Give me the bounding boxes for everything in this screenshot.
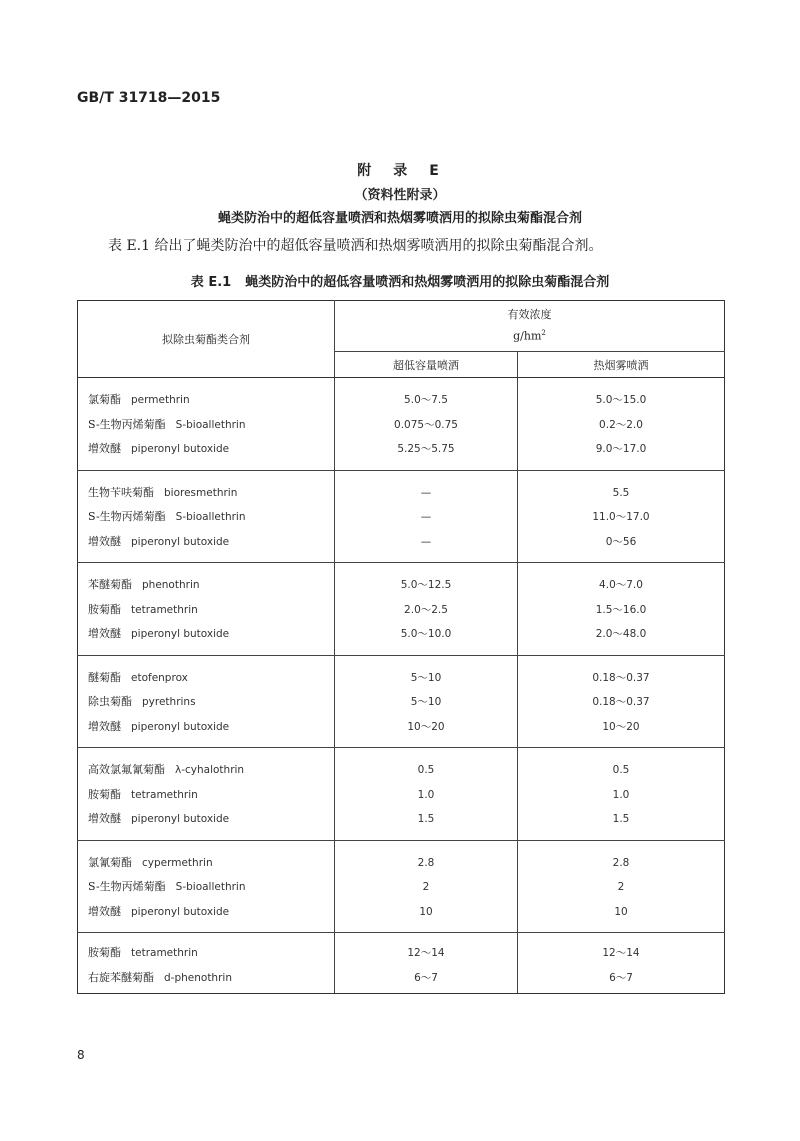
concentration-label: 有效浓度 (507, 308, 552, 322)
thermal-value: 5.5 (612, 486, 630, 499)
agent-cell (78, 748, 335, 841)
thermal-value: 0.18～0.37 (592, 696, 650, 708)
agent-line (88, 758, 334, 783)
ulv-value: 1.0 (417, 788, 435, 801)
agent-line (88, 715, 334, 740)
thermal-cell (518, 840, 725, 933)
agent-line (88, 598, 334, 623)
page-number: 8 (77, 1048, 85, 1062)
agent-name-en: piperonyl butoxide (131, 720, 230, 733)
ulv-cell (335, 378, 518, 471)
ulv-cell (335, 470, 518, 563)
table-caption-number: 表 E.1 (190, 275, 232, 290)
standard-code: GB/T 31718—2015 (77, 90, 221, 106)
ulv-cell (335, 840, 518, 933)
ulv-value: 10 (419, 905, 433, 918)
table-row-group (78, 748, 725, 841)
column-header-concentration (335, 301, 725, 352)
agent-cell (78, 563, 335, 656)
thermal-value: 0.18～0.37 (592, 671, 650, 684)
ulv-value: — (420, 486, 432, 499)
ulv-cell (335, 748, 518, 841)
ulv-value: 2.8 (417, 856, 435, 869)
agent-name-cn: 右旋苯醚菊酯 (88, 970, 154, 984)
ulv-value: 0.5 (417, 764, 435, 776)
ulv-value: 0.075～0.75 (394, 418, 458, 431)
agent-name-cn: S-生物丙烯菊酯 (88, 880, 166, 893)
annex-heading: 蝇类防治中的超低容量喷洒和热烟雾喷洒用的拟除虫菊酯混合剂 (217, 211, 582, 226)
ulv-value: 5～10 (410, 696, 442, 708)
column-header-ulv: 超低容量喷洒 (335, 352, 518, 378)
agent-line (88, 875, 334, 900)
thermal-value: 1.5～16.0 (595, 603, 647, 616)
ulv-value: 12～14 (407, 947, 445, 959)
agent-name-en: piperonyl butoxide (131, 535, 230, 548)
agent-name-en: bioresmethrin (164, 486, 238, 499)
table-caption-title: 蝇类防治中的超低容量喷洒和热烟雾喷洒用的拟除虫菊酯混合剂 (245, 275, 610, 290)
agent-name-en: piperonyl butoxide (131, 813, 230, 825)
agent-line (88, 900, 334, 925)
intro-text: 表 E.1 给出了蝇类防治中的超低容量喷洒和热烟雾喷洒用的拟除虫菊酯混合剂。 (108, 238, 603, 254)
agent-name-en: phenothrin (142, 579, 200, 591)
agent-name-cn: 胺菊酯 (88, 946, 121, 959)
agent-name-cn: 增效醚 (88, 904, 121, 918)
column-header-thermal: 热烟雾喷洒 (518, 352, 725, 378)
agent-name-en: tetramethrin (131, 788, 198, 801)
thermal-value: 0～56 (605, 535, 637, 548)
thermal-value: 4.0～7.0 (599, 579, 643, 591)
column-header-agent: 拟除虫菊酯类合剂 (78, 301, 335, 378)
agent-name-en: tetramethrin (131, 603, 198, 616)
agent-name-cn: 增效醚 (88, 812, 121, 825)
ulv-cell (335, 933, 518, 994)
ulv-value: 2.0～2.5 (404, 603, 448, 616)
table-body (78, 378, 725, 994)
ulv-value: — (420, 511, 432, 523)
agent-name-en: λ-cyhalothrin (175, 764, 245, 776)
agent-name-cn: 生物苄呋菊酯 (88, 485, 154, 499)
ulv-value: 5.0～10.0 (400, 628, 452, 640)
annex-title: 附 录 E (357, 163, 443, 179)
ulv-value: — (420, 535, 432, 548)
agent-cell (78, 655, 335, 748)
agent-name-cn: 除虫菊酯 (88, 695, 132, 708)
agent-line (88, 783, 334, 808)
thermal-cell (518, 378, 725, 471)
agent-name-cn: 增效醚 (88, 442, 121, 455)
agent-line (88, 666, 334, 691)
agent-line (88, 437, 334, 462)
pyrethroid-mixture-table (77, 300, 725, 994)
agent-name-en: piperonyl butoxide (131, 628, 230, 640)
agent-name-en: etofenprox (131, 671, 188, 684)
agent-cell (78, 470, 335, 563)
thermal-value: 2 (617, 881, 625, 893)
thermal-cell (518, 655, 725, 748)
thermal-value: 10 (614, 905, 628, 918)
agent-cell (78, 840, 335, 933)
thermal-value: 1.0 (612, 788, 630, 801)
thermal-cell (518, 933, 725, 994)
thermal-value: 0.5 (612, 764, 630, 776)
table-row-group (78, 840, 725, 933)
agent-line (88, 505, 334, 530)
agent-cell (78, 378, 335, 471)
agent-name-cn: 增效醚 (88, 534, 121, 548)
agent-name-en: piperonyl butoxide (131, 443, 230, 455)
table-row-group (78, 470, 725, 563)
agent-name-en: tetramethrin (131, 947, 198, 959)
thermal-value: 10～20 (602, 720, 640, 733)
table-row-group (78, 933, 725, 994)
agent-name-en: S-bioallethrin (175, 511, 246, 523)
table-row-group (78, 378, 725, 471)
ulv-value: 2 (422, 881, 430, 893)
agent-line (88, 481, 334, 506)
agent-line (88, 530, 334, 555)
agent-name-cn: 胺菊酯 (88, 787, 121, 801)
agent-name-cn: 增效醚 (88, 627, 121, 640)
thermal-value: 0.2～2.0 (599, 418, 643, 431)
agent-name-en: S-bioallethrin (175, 881, 246, 893)
agent-line (88, 807, 334, 832)
ulv-value: 5.25～5.75 (397, 443, 455, 455)
thermal-value: 2.0～48.0 (595, 628, 647, 640)
ulv-cell (335, 563, 518, 656)
agent-cell (78, 933, 335, 994)
agent-name-cn: 胺菊酯 (88, 602, 121, 616)
agent-name-cn: 苯醚菊酯 (88, 578, 132, 591)
annex-type: （资料性附录） (354, 188, 446, 203)
ulv-value: 10～20 (407, 720, 445, 733)
agent-name-en: pyrethrins (142, 696, 196, 708)
agent-name-cn: 氯氰菊酯 (88, 855, 132, 869)
thermal-value: 11.0～17.0 (592, 511, 650, 523)
agent-line (88, 851, 334, 876)
concentration-unit: $g/hm^2$ (513, 329, 546, 343)
thermal-value: 2.8 (612, 856, 630, 869)
table-row-group (78, 563, 725, 656)
thermal-cell (518, 748, 725, 841)
thermal-cell (518, 470, 725, 563)
ulv-value: 1.5 (417, 813, 435, 825)
agent-name-cn: 高效氯氟氰菊酯 (88, 763, 165, 776)
agent-line (88, 622, 334, 647)
ulv-value: 5～10 (410, 671, 442, 684)
agent-name-cn: S-生物丙烯菊酯 (88, 417, 166, 431)
thermal-value: 9.0～17.0 (595, 443, 647, 455)
table-caption (0, 271, 800, 290)
thermal-value: 12～14 (602, 947, 640, 959)
ulv-value: 5.0～7.5 (404, 394, 448, 406)
agent-name-cn: 醚菊酯 (88, 670, 121, 684)
agent-line (88, 941, 334, 966)
ulv-value: 6～7 (414, 971, 438, 984)
thermal-cell (518, 563, 725, 656)
agent-name-en: cypermethrin (142, 856, 213, 869)
ulv-value: 5.0～12.5 (400, 579, 452, 591)
agent-name-en: piperonyl butoxide (131, 905, 230, 918)
agent-line (88, 388, 334, 413)
thermal-value: 5.0～15.0 (595, 394, 647, 406)
thermal-value: 1.5 (612, 813, 630, 825)
agent-name-cn: 增效醚 (88, 719, 121, 733)
thermal-value: 6～7 (609, 971, 633, 984)
agent-name-cn: S-生物丙烯菊酯 (88, 510, 166, 523)
agent-line (88, 690, 334, 715)
agent-name-en: d-phenothrin (164, 971, 232, 984)
ulv-cell (335, 655, 518, 748)
table-row-group (78, 655, 725, 748)
agent-name-en: permethrin (131, 394, 190, 406)
agent-line (88, 966, 334, 991)
agent-name-cn: 氯菊酯 (88, 393, 121, 406)
agent-line (88, 413, 334, 438)
agent-line (88, 573, 334, 598)
agent-name-en: S-bioallethrin (175, 418, 246, 431)
